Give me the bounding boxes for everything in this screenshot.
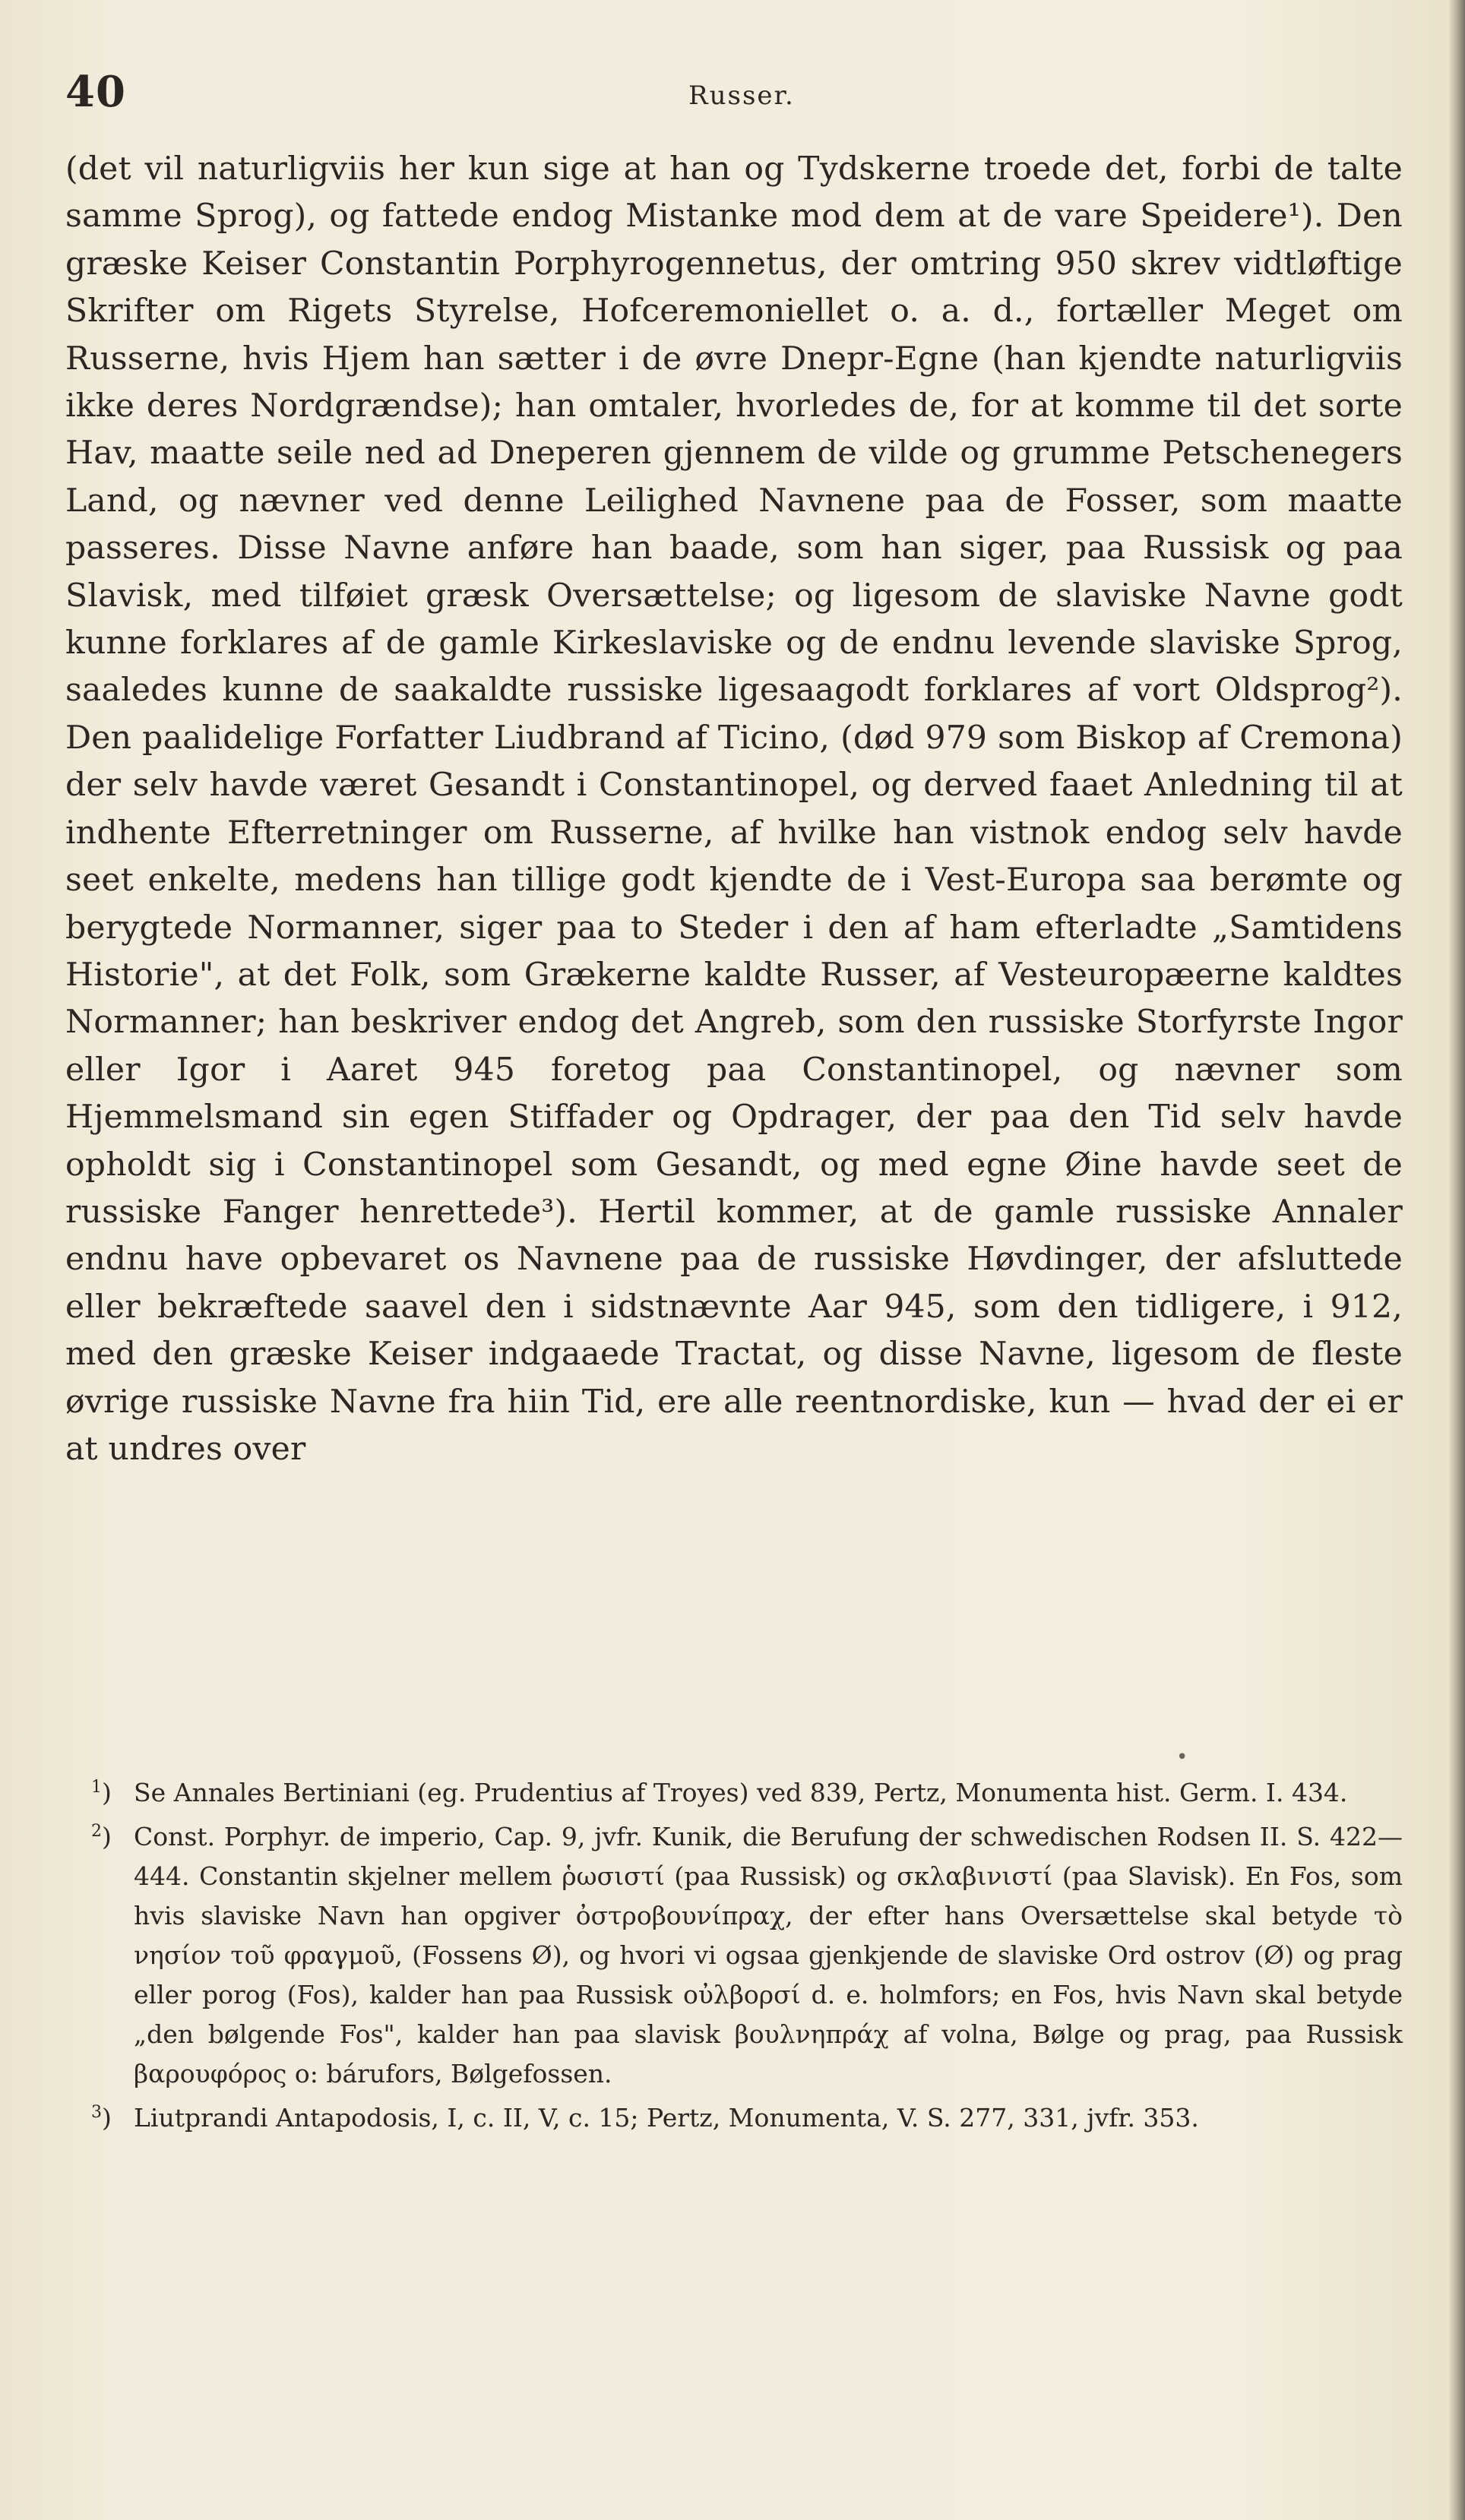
running-head: Russer.: [688, 81, 795, 111]
footnote-marker: $^2$): [91, 1822, 112, 1851]
footnote-1: [65, 1773, 1403, 1813]
footnote-marker: $^3$): [91, 2103, 112, 2133]
footnotes: [65, 1773, 1403, 2142]
footnote-text: Const. Porphyr. de imperio, Cap. 9, jvfr. Kunik, die Berufung der schwedischen Rodsen II. S. 422—444. Constantin skjelner mellem ῥωσιστί (paa Russisk) og σκλαβινιστί (paa Slavisk). En Fos, som hvis slaviske Navn han opgiver ὀστροβουνίπραχ, der efter hans Oversættelse skal betyde τὸ νησίον τοῦ φραγμοῦ, (Fossens Ø), og hvori vi ogsaa gjenkjende de slaviske Ord ostrov (Ø) og prag eller porog (Fos), kalder han paa Russisk οὐλβορσί d. e. holmfors; en Fos, hvis Navn skal betyde „den bølgende Fos", kalder han paa slavisk βουλνηπράχ af volna, Bølge og prag, paa Russisk βαρουφόρος o: bárufors, Bølgefossen.: [134, 1822, 1403, 2088]
footnote-text: Liutprandi Antapodosis, I, c. II, V, c. 15; Pertz, Monumenta, V. S. 277, 331, jvfr. 353.: [134, 2103, 1199, 2133]
page-header: [65, 67, 1403, 128]
body-text: [65, 146, 1403, 1473]
footnote-2: [65, 1817, 1403, 2094]
footnote-3: [65, 2098, 1403, 2138]
page-number: 40: [65, 67, 126, 117]
body-paragraph: (det vil naturligviis her kun sige at han og Tydskerne troede det, forbi de talte samme Sprog), og fattede endog Mistanke mod dem at de vare Speidere¹). Den græske Keiser Constantin Porphyrogennetus, der omtring 950 skrev vidtløftige Skrifter om Rigets Styrelse, Hofceremoniellet o. a. d., fortæller Meget om Russerne, hvis Hjem han sætter i de øvre Dnepr-Egne (han kjendte naturligviis ikke deres Nordgrændse); han omtaler, hvorledes de, for at komme til det sorte Hav, maatte seile ned ad Dneperen gjennem de vilde og grumme Petschenegers Land, og nævner ved denne Leilighed Navnene paa de Fosser, som maatte passeres. Disse Navne anføre han baade, som han siger, paa Russisk og paa Slavisk, med tilføiet græsk Oversættelse; og ligesom de slaviske Navne godt kunne forklares af de gamle Kirkeslaviske og de endnu levende slaviske Sprog, saaledes kunne de saakaldte russiske ligesaagodt forklares af vort Oldsprog²). Den paalidelige Forfatter Liudbrand af Ticino, (død 979 som Biskop af Cremona) der selv havde været Gesandt i Constantinopel, og derved faaet Anledning til at indhente Efterretninger om Russerne, af hvilke han vistnok endog selv havde seet enkelte, medens han tillige godt kjendte de i Vest-Europa saa berømte og berygtede Normanner, siger paa to Steder i den af ham efterladte „Samtidens Historie", at det Folk, som Grækerne kaldte Russer, af Vesteuropæerne kaldtes Normanner; han beskriver endog det Angreb, som den russiske Storfyrste Ingor eller Igor i Aaret 945 foretog paa Constantinopel, og nævner som Hjemmelsmand sin egen Stiffader og Opdrager, der paa den Tid selv havde opholdt sig i Constantinopel som Gesandt, og med egne Øine havde seet de russiske Fanger henrettede³). Hertil kommer, at de gamle russiske Annaler endnu have opbevaret os Navnene paa de russiske Høvdinger, der afsluttede eller bekræftede saavel den i sidstnævnte Aar 945, som den tidligere, i 912, med den græske Keiser indgaaede Tractat, og disse Navne, ligesom de fleste øvrige russiske Navne fra hiin Tid, ere alle reentnordiske, kun — hvad der ei er at undres over: [65, 150, 1403, 1468]
section-divider-mark: •: [1176, 1746, 1188, 1769]
footnote-text: Se Annales Bertiniani (eg. Prudentius af Troyes) ved 839, Pertz, Monumenta hist. Germ. I. 434.: [134, 1778, 1348, 1807]
page-edge-shadow: [1448, 0, 1465, 2520]
footnote-marker: $^1$): [91, 1778, 112, 1807]
